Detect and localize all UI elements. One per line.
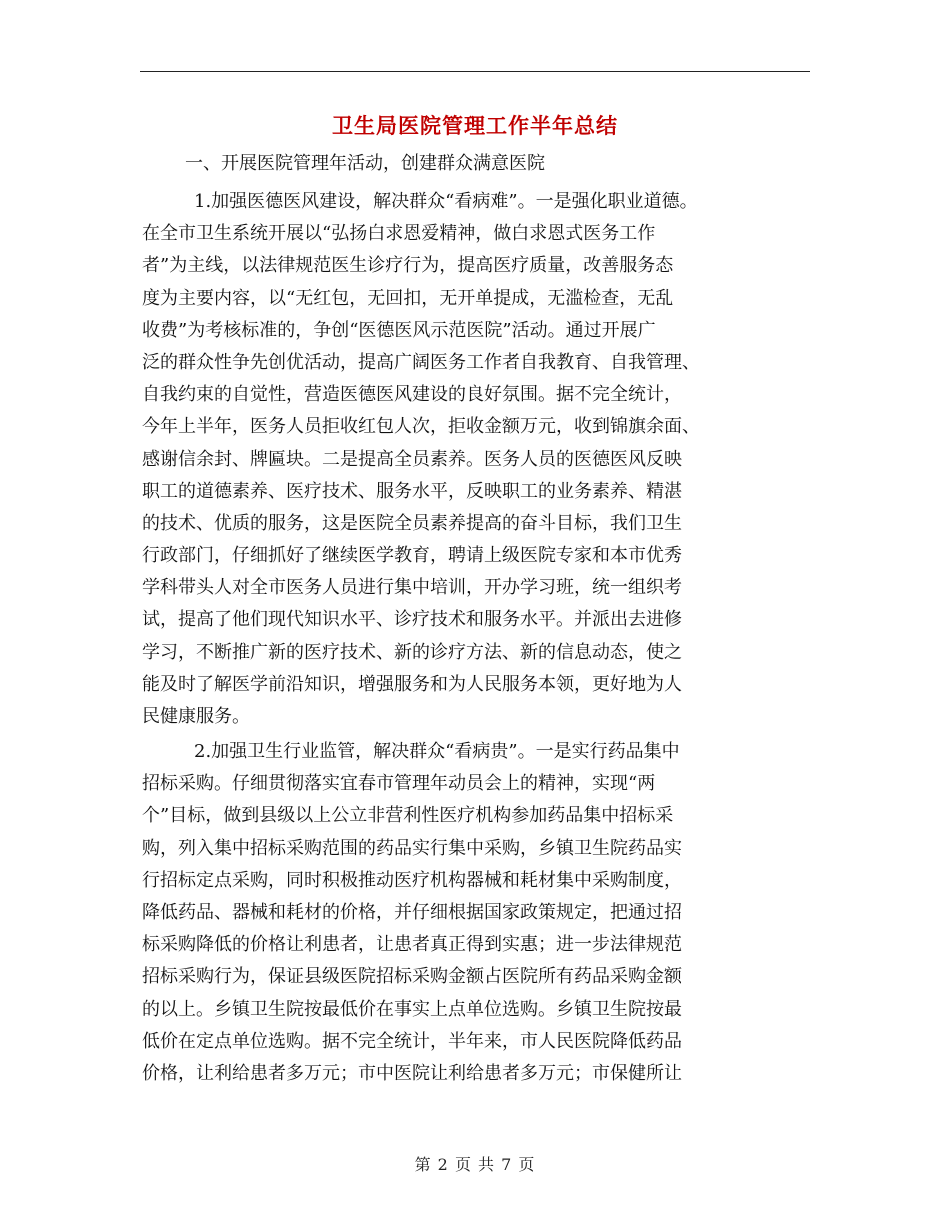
text-line: 价格，让利给患者多万元；市中医院让利给患者多万元；市保健所让 bbox=[142, 1062, 682, 1084]
text-line: 2.加强卫生行业监管，解决群众“看病贵”。一是实行药品集中 bbox=[194, 741, 680, 762]
text-line: 自我约束的自觉性，营造医德医风建设的良好氛围。据不完全统计， bbox=[142, 384, 682, 406]
text-line: 度为主要内容，以“无红包，无回扣，无开单提成，无滥检查，无乱 bbox=[142, 287, 674, 309]
text-line: 在全市卫生系统开展以“弘扬白求恩爱精神，做白求恩式医务工作 bbox=[142, 223, 656, 245]
text-line: 学科带头人对全市医务人员进行集中培训，开办学习班，统一组织考 bbox=[142, 577, 682, 599]
page-footer: 第 2 页 共 7 页 bbox=[414, 1155, 536, 1174]
text-line: 职工的道德素养、医疗技术、服务水平，反映职工的业务素养、精湛 bbox=[142, 480, 682, 502]
text-line: 能及时了解医学前沿知识，增强服务和为人民服务本领，更好地为人 bbox=[142, 673, 682, 695]
text-line: 低价在定点单位选购。据不完全统计，半年来，市人民医院降低药品 bbox=[142, 1030, 682, 1052]
document-title: 卫生局医院管理工作半年总结 bbox=[332, 113, 618, 138]
text-line: 泛的群众性争先创优活动，提高广阔医务工作者自我教育、自我管理、 bbox=[142, 351, 700, 373]
text-line: 者”为主线，以法律规范医生诊疗行为，提高医疗质量，改善服务态 bbox=[142, 255, 674, 277]
text-line: 行政部门，仔细抓好了继续医学教育，聘请上级医院专家和本市优秀 bbox=[142, 545, 682, 567]
text-line: 民健康服务。 bbox=[142, 706, 250, 727]
paragraph-2 bbox=[142, 736, 814, 1090]
text-line: 个”目标，做到县级以上公立非营利性医疗机构参加药品集中招标采 bbox=[142, 805, 674, 827]
text-line: 今年上半年，医务人员拒收红包人次，拒收金额万元，收到锦旗余面、 bbox=[142, 416, 700, 438]
text-line: 降低药品、器械和耗材的价格，并仔细根据国家政策规定，把通过招 bbox=[142, 901, 682, 923]
text-line: 招标采购。仔细贯彻落实宜春市管理年动员会上的精神，实现“两 bbox=[142, 773, 656, 795]
text-line: 收费”为考核标准的，争创“医德医风示范医院”活动。通过开展广 bbox=[142, 319, 656, 341]
text-line: 试，提高了他们现代知识水平、诊疗技术和服务水平。并派出去进修 bbox=[142, 609, 682, 631]
text-line: 的技术、优质的服务，这是医院全员素养提高的奋斗目标，我们卫生 bbox=[142, 512, 682, 534]
text-line: 的以上。乡镇卫生院按最低价在事实上点单位选购。乡镇卫生院按最 bbox=[142, 998, 682, 1020]
text-line: 感谢信余封、牌匾块。二是提高全员素养。医务人员的医德医风反映 bbox=[142, 448, 682, 470]
text-line: 招标采购行为，保证县级医院招标采购金额占医院所有药品采购金额 bbox=[142, 966, 682, 988]
text-line: 标采购降低的价格让利患者，让患者真正得到实惠；进一步法律规范 bbox=[142, 934, 682, 956]
text-line: 1.加强医德医风建设，解决群众“看病难”。一是强化职业道德。 bbox=[194, 191, 698, 212]
text-line: 学习，不断推广新的医疗技术、新的诊疗方法、新的信息动态，使之 bbox=[142, 641, 682, 663]
section-heading: 一、开展医院管理年活动，创建群众满意医院 bbox=[185, 153, 545, 174]
text-line: 行招标定点采购，同时积极推动医疗机构器械和耗材集中采购制度， bbox=[142, 869, 682, 891]
text-line: 购，列入集中招标采购范围的药品实行集中采购，乡镇卫生院药品实 bbox=[142, 837, 682, 859]
header-rule bbox=[140, 71, 810, 72]
paragraph-1 bbox=[142, 186, 814, 733]
